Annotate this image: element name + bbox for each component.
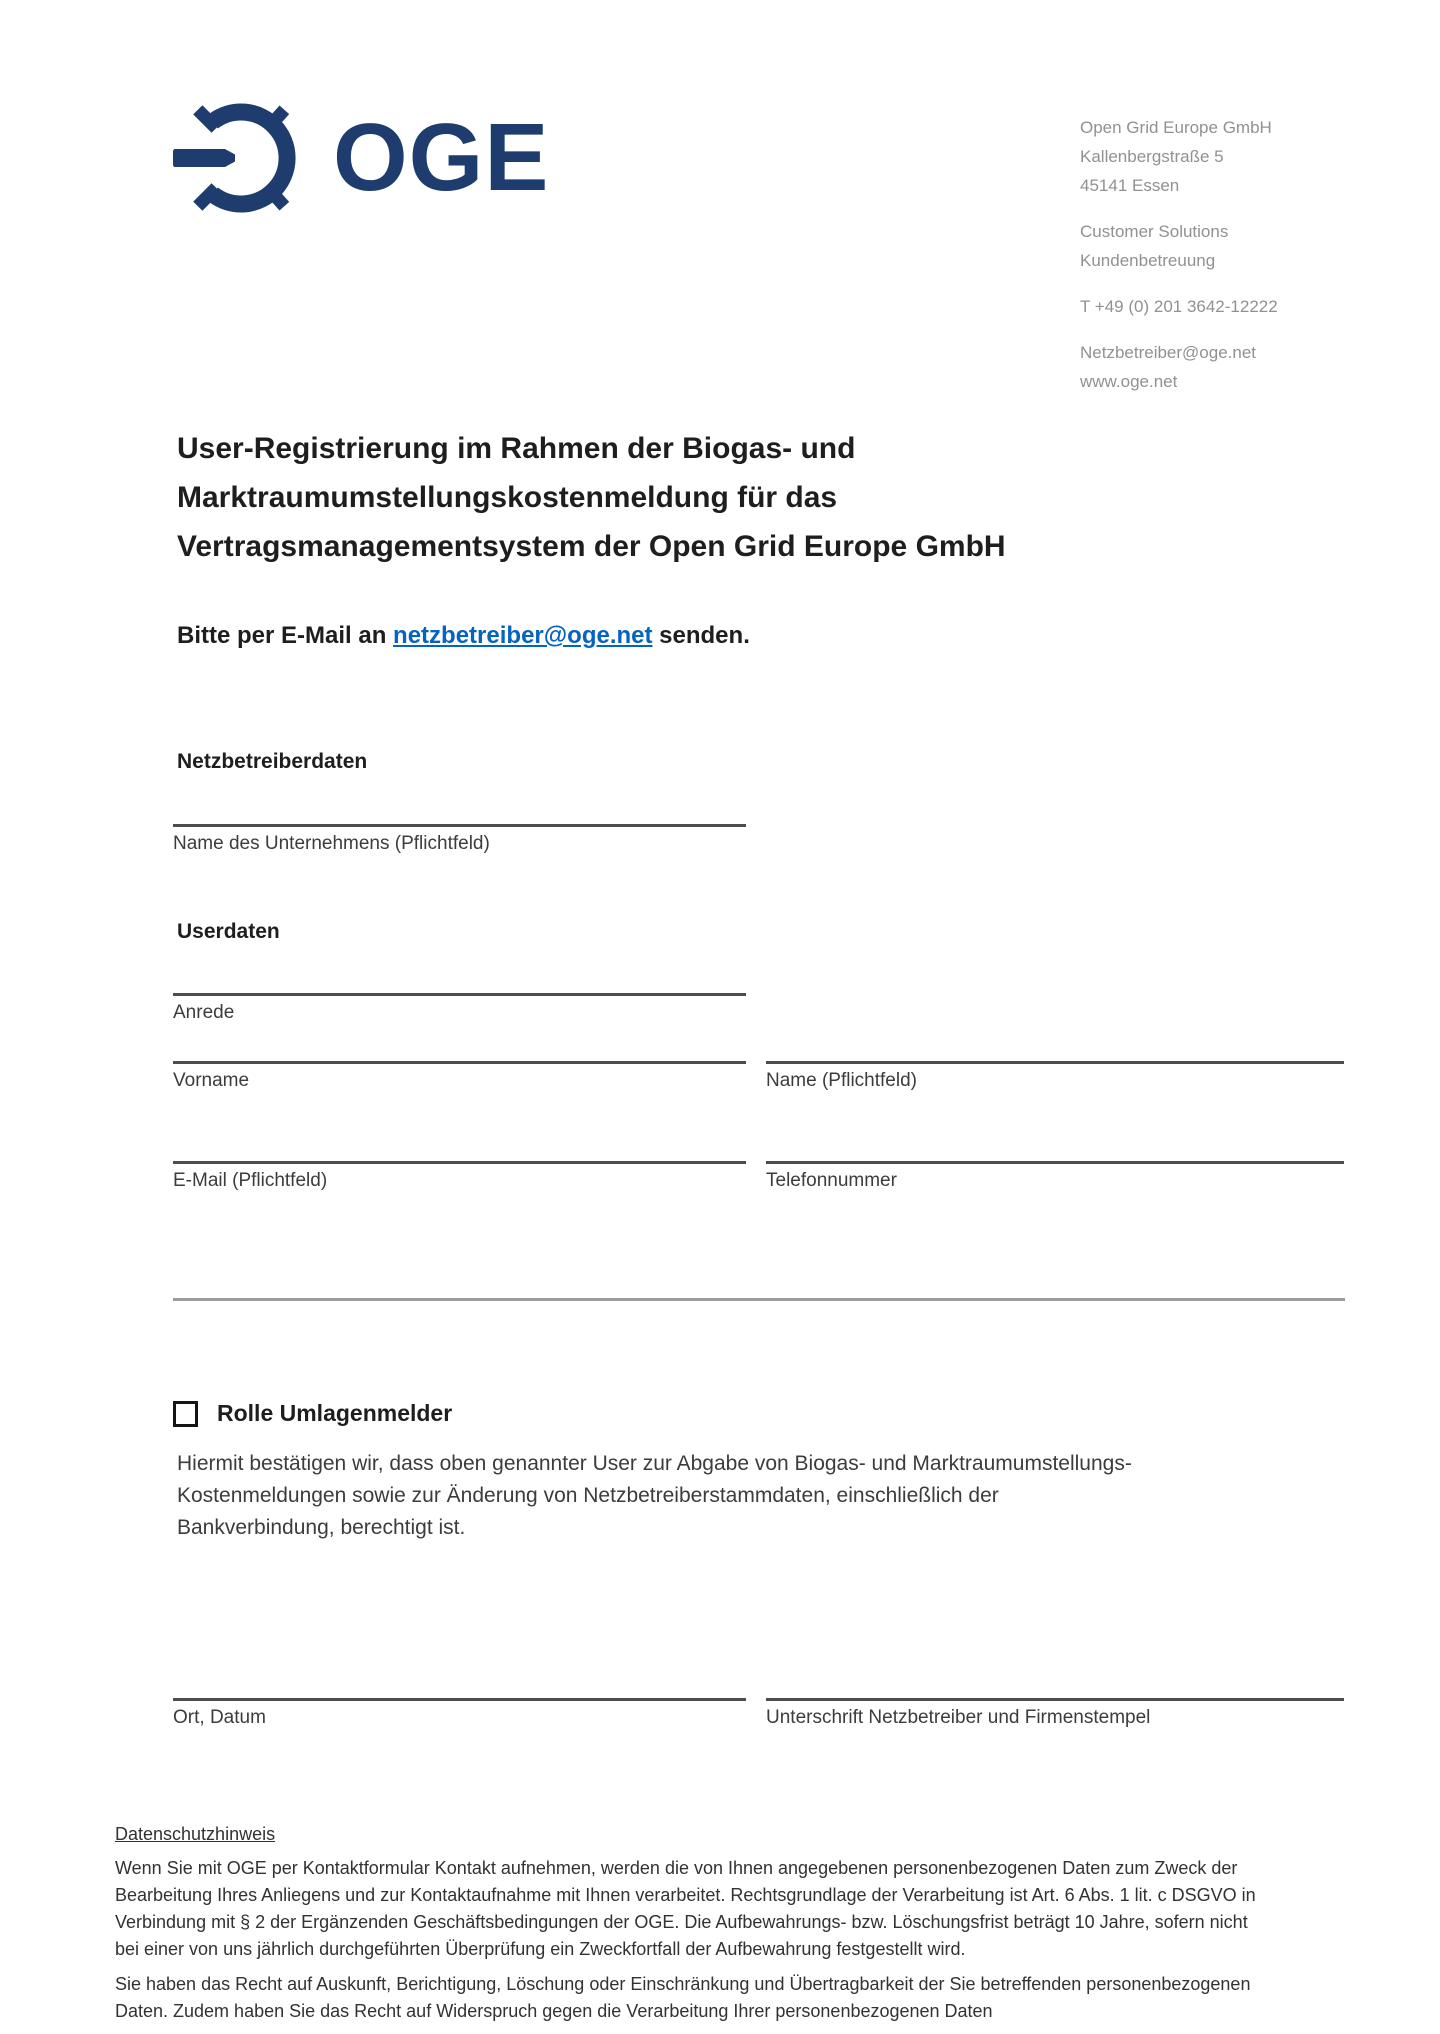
- role-confirmation-text: [177, 1448, 1132, 1544]
- first-name-field-input-line[interactable]: [173, 1061, 746, 1064]
- signature-field: [766, 1698, 1344, 1729]
- role-umlagenmelder-checkbox[interactable]: [173, 1401, 198, 1427]
- signature-field-label: Unterschrift Netzbetreiber und Firmenstempel: [766, 1707, 1151, 1728]
- section-heading-userdaten: Userdaten: [177, 920, 280, 943]
- contact-department-line1: Customer Solutions: [1080, 222, 1229, 241]
- privacy-notice: [115, 1824, 1256, 2025]
- oge-pipeline-ring-icon: [173, 98, 301, 218]
- page-title: [177, 424, 1006, 571]
- contact-phone: T +49 (0) 201 3642-12222: [1080, 297, 1278, 316]
- privacy-heading: Datenschutzhinweis: [115, 1824, 276, 1844]
- contact-phone-group: [1080, 292, 1278, 321]
- privacy-paragraph-2: [115, 1971, 1256, 2025]
- email-field: [173, 1161, 746, 1192]
- role-confirmation-line-2: Kostenmeldungen sowie zur Änderung von Netzbetreiberstammdaten, einschließlich der: [177, 1484, 999, 1507]
- email-instruction-prefix: Bitte per E-Mail an: [177, 622, 394, 649]
- phone-field-label: Telefonnummer: [766, 1170, 897, 1191]
- oge-logo: [173, 98, 549, 218]
- role-confirmation-line-3: Bankverbindung, berechtigt ist.: [177, 1516, 466, 1539]
- page-title-line-1: User-Registrierung im Rahmen der Biogas- und: [177, 432, 856, 465]
- role-umlagenmelder-row: [173, 1400, 452, 1427]
- phone-field-input-line[interactable]: [766, 1161, 1344, 1164]
- last-name-field-input-line[interactable]: [766, 1061, 1344, 1064]
- contact-department-line2: Kundenbetreuung: [1080, 251, 1216, 270]
- email-link[interactable]: netzbetreiber@oge.net: [393, 622, 653, 649]
- role-umlagenmelder-label: Rolle Umlagenmelder: [217, 1400, 453, 1426]
- contact-block: [1080, 113, 1278, 413]
- first-name-field-label: Vorname: [173, 1070, 250, 1091]
- privacy-paragraph-1: [115, 1855, 1256, 1963]
- privacy-p2-line-2: Daten. Zudem haben Sie das Recht auf Widerspruch gegen die Verarbeitung Ihrer personenbezogenen Daten: [115, 2001, 993, 2021]
- salutation-field-input-line[interactable]: [173, 993, 746, 996]
- page-title-line-3: Vertragsmanagementsystem der Open Grid Europe GmbH: [177, 530, 1006, 563]
- salutation-field: [173, 993, 746, 1024]
- signature-field-input-line[interactable]: [766, 1698, 1344, 1701]
- privacy-p2-line-1: Sie haben das Recht auf Auskunft, Berichtigung, Löschung oder Einschränkung und Übertragbarkeit der Sie betreffenden personenbezogenen: [115, 1974, 1251, 1994]
- contact-department: [1080, 217, 1278, 275]
- contact-website: www.oge.net: [1080, 372, 1178, 391]
- contact-email: Netzbetreiber@oge.net: [1080, 343, 1257, 362]
- role-confirmation-line-1: Hiermit bestätigen wir, dass oben genannter User zur Abgabe von Biogas- und Marktraumumstellungs-: [177, 1452, 1132, 1475]
- salutation-field-label: Anrede: [173, 1002, 235, 1023]
- place-date-field-input-line[interactable]: [173, 1698, 746, 1701]
- company-field-input-line[interactable]: [173, 824, 746, 827]
- email-field-input-line[interactable]: [173, 1161, 746, 1164]
- place-date-field-label: Ort, Datum: [173, 1707, 266, 1728]
- contact-city: 45141 Essen: [1080, 176, 1180, 195]
- phone-field: [766, 1161, 1344, 1192]
- email-instruction-suffix: senden.: [652, 622, 750, 649]
- page-title-line-2: Marktraumumstellungskostenmeldung für das: [177, 481, 838, 514]
- first-name-field: [173, 1061, 746, 1092]
- privacy-p1-line-2: Bearbeitung Ihres Anliegens und zur Kontaktaufnahme mit Ihnen verarbeitet. Rechtsgrundlage der Verarbeitung ist Art. 6 Abs. 1 lit. c DSGVO in: [115, 1885, 1256, 1905]
- company-field: [173, 824, 746, 855]
- contact-address: [1080, 113, 1278, 200]
- privacy-p1-line-1: Wenn Sie mit OGE per Kontaktformular Kontakt aufnehmen, werden die von Ihnen angegebenen personenbezogenen Daten zum Zweck der: [115, 1858, 1238, 1878]
- section-divider: [173, 1298, 1345, 1301]
- email-field-label: E-Mail (Pflichtfeld): [173, 1170, 328, 1191]
- place-date-field: [173, 1698, 746, 1729]
- oge-logo-text: OGE: [333, 104, 550, 211]
- section-heading-netzbetreiberdaten: Netzbetreiberdaten: [177, 750, 368, 773]
- email-instruction: [177, 622, 750, 650]
- contact-street: Kallenbergstraße 5: [1080, 147, 1224, 166]
- privacy-p1-line-4: bei einer von uns jährlich durchgeführten Überprüfung ein Zweckfortfall der Aufbewahrung festgestellt wird.: [115, 1939, 966, 1959]
- company-field-label: Name des Unternehmens (Pflichtfeld): [173, 833, 490, 854]
- contact-web-group: [1080, 338, 1278, 396]
- last-name-field-label: Name (Pflichtfeld): [766, 1070, 917, 1091]
- contact-company: Open Grid Europe GmbH: [1080, 118, 1272, 137]
- last-name-field: [766, 1061, 1344, 1092]
- privacy-p1-line-3: Verbindung mit § 2 der Ergänzenden Geschäftsbedingungen der OGE. Die Aufbewahrungs- bzw. Löschungsfrist beträgt 10 Jahre, sofern nicht: [115, 1912, 1248, 1932]
